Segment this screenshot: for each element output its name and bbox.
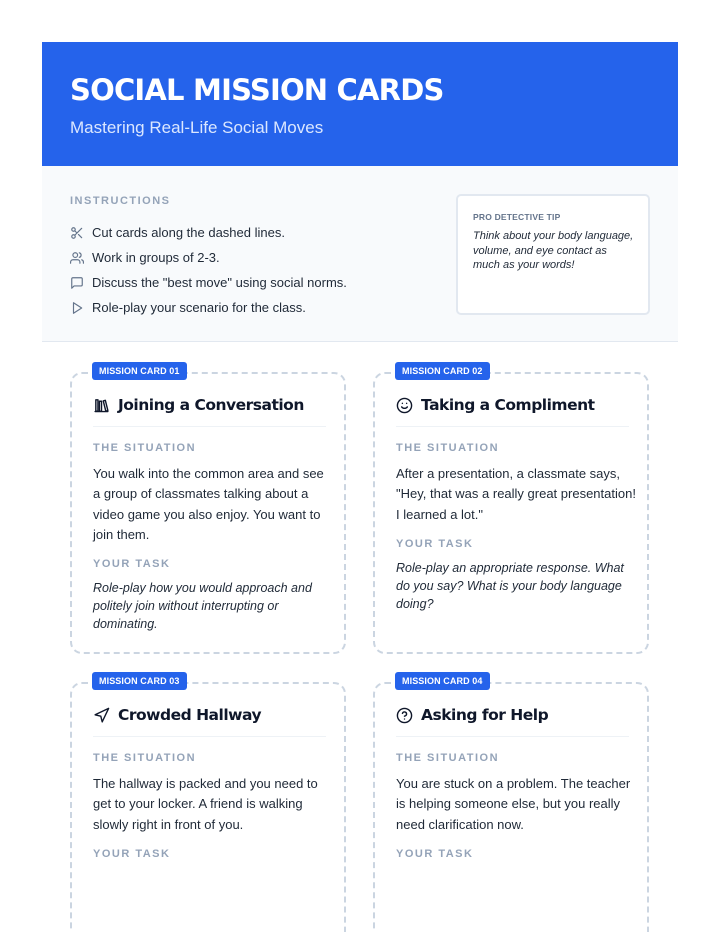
mission-card-badge: MISSION CARD 01 <box>92 362 187 380</box>
situation-text: You are stuck on a problem. The teacher is helping someone else, but you really need clarification now. <box>396 776 631 832</box>
mission-card-02 <box>373 366 649 654</box>
play-icon <box>70 301 84 315</box>
situation-label: THE SITUATION <box>396 442 500 454</box>
instruction-text: Discuss the "best move" using social norms. <box>92 275 347 290</box>
task-label: YOUR TASK <box>93 848 171 860</box>
mission-card-title: Taking a Compliment <box>421 396 595 414</box>
page-title: SOCIAL MISSION CARDS <box>70 73 444 107</box>
task-text: Role-play how you would approach and politely join without interrupting or dominating. <box>93 581 312 631</box>
instruction-text: Role-play your scenario for the class. <box>92 300 306 315</box>
mission-card-01 <box>70 366 346 654</box>
mission-card-03 <box>70 676 346 932</box>
situation-text: You walk into the common area and see a group of classmates talking about a video game you also enjoy. You want to join them. <box>93 466 324 542</box>
instruction-item <box>70 220 347 245</box>
worksheet <box>42 42 678 932</box>
mission-card-badge: MISSION CARD 04 <box>395 672 490 690</box>
instruction-text: Work in groups of 2-3. <box>92 250 220 265</box>
users-icon <box>70 251 84 265</box>
mission-card-title: Asking for Help <box>421 706 549 724</box>
pro-tip-box <box>456 194 650 315</box>
instruction-text: Cut cards along the dashed lines. <box>92 225 285 240</box>
task-label: YOUR TASK <box>396 848 474 860</box>
situation-label: THE SITUATION <box>93 442 197 454</box>
library-icon <box>93 397 110 414</box>
mission-card-header <box>396 706 629 737</box>
mission-card-header <box>93 396 326 427</box>
mission-card-badge: MISSION CARD 03 <box>92 672 187 690</box>
task-text: Role-play an appropriate response. What do you say? What is your body language doing? <box>396 561 624 611</box>
mission-card-badge: MISSION CARD 02 <box>395 362 490 380</box>
navigation-icon <box>93 707 110 724</box>
situation-label: THE SITUATION <box>93 752 197 764</box>
instruction-item <box>70 245 347 270</box>
instruction-item <box>70 295 347 320</box>
task-label: YOUR TASK <box>396 538 474 550</box>
instructions-heading: INSTRUCTIONS <box>70 195 171 207</box>
smile-icon <box>396 397 413 414</box>
page-subtitle: Mastering Real-Life Social Moves <box>70 118 324 137</box>
message-square-icon <box>70 276 84 290</box>
mission-card-title: Crowded Hallway <box>118 706 262 724</box>
page-header <box>42 42 678 166</box>
scissors-icon <box>70 226 84 240</box>
help-circle-icon <box>396 707 413 724</box>
situation-text: After a presentation, a classmate says, "Hey, that was a really great presentation! I learned a lot." <box>396 466 636 522</box>
instructions-list <box>70 220 347 320</box>
pro-tip-label: PRO DETECTIVE TIP <box>473 212 561 222</box>
situation-label: THE SITUATION <box>396 752 500 764</box>
mission-card-header <box>93 706 326 737</box>
situation-text: The hallway is packed and you need to get to your locker. A friend is walking slowly right in front of you. <box>93 776 318 832</box>
pro-tip-text: Think about your body language, volume, and eye contact as much as your words! <box>473 230 634 271</box>
mission-card-04 <box>373 676 649 932</box>
mission-card-header <box>396 396 629 427</box>
mission-card-title: Joining a Conversation <box>118 396 304 414</box>
instructions-section <box>42 166 678 342</box>
task-label: YOUR TASK <box>93 558 171 570</box>
instruction-item <box>70 270 347 295</box>
